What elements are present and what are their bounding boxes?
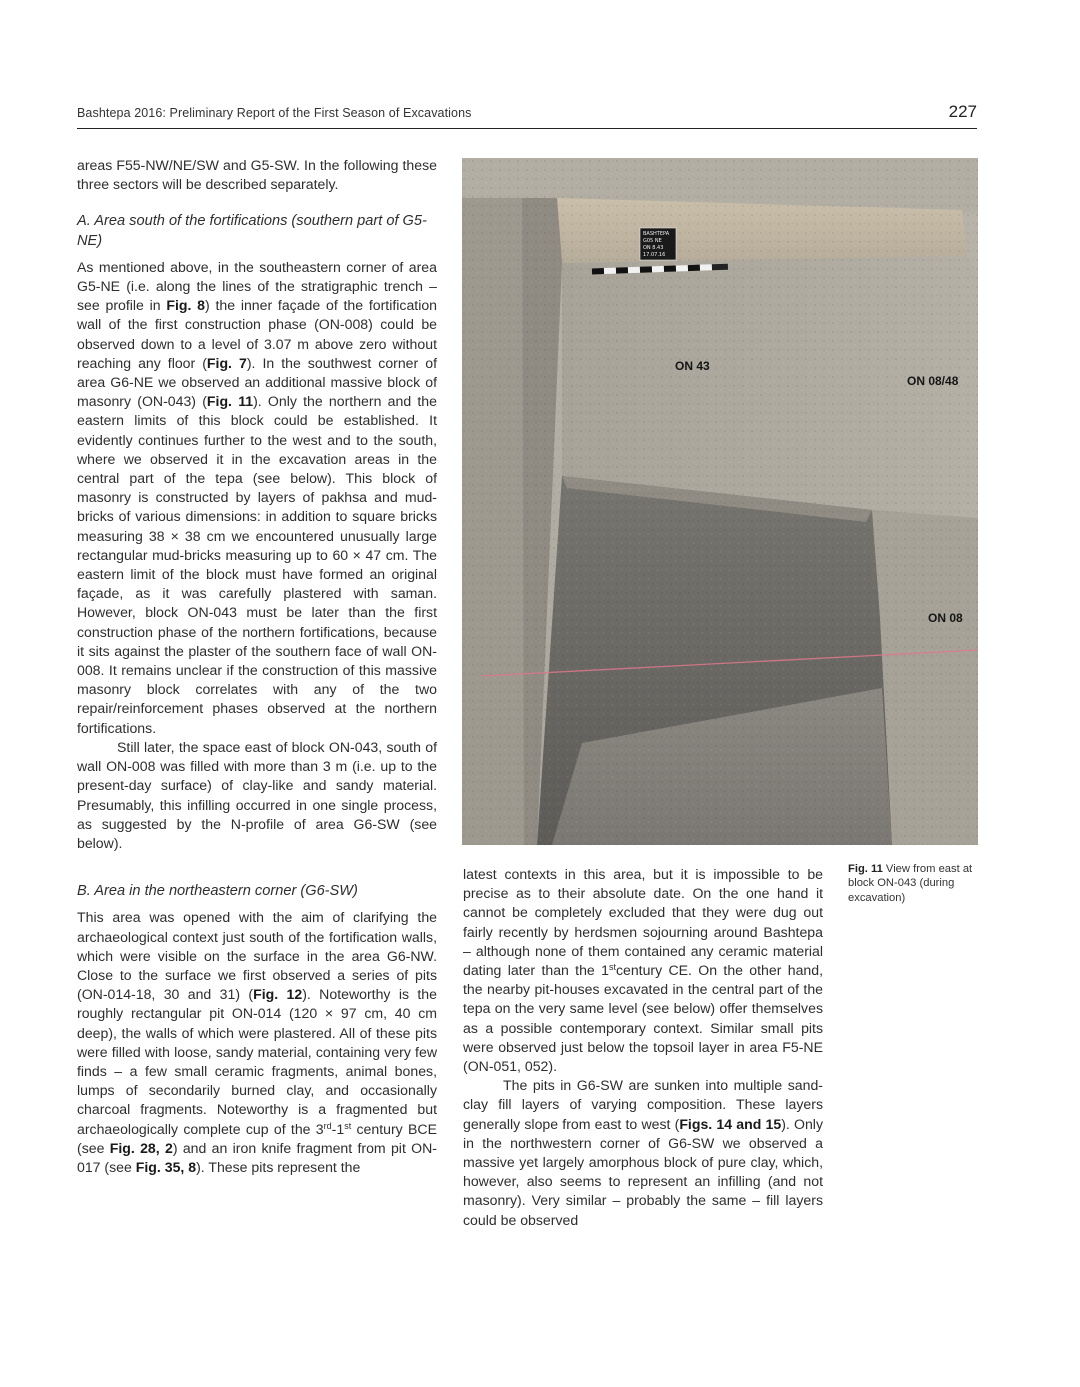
left-column	[77, 156, 437, 1177]
figure-reference[interactable]: Fig. 12	[253, 986, 303, 1003]
figure-reference[interactable]: Fig. 7	[206, 354, 247, 371]
figure-reference[interactable]: Fig. 35, 8	[135, 1158, 197, 1175]
excavation-photo-drawing	[462, 158, 978, 845]
photo-board	[640, 228, 676, 260]
intro-paragraph: areas F55-NW/NE/SW and G5-SW. In the following these three sectors will be described separately.	[77, 157, 437, 193]
section-heading-a: A. Area south of the fortifications (southern part of G5-NE)	[77, 213, 427, 249]
excavation-photo	[462, 158, 978, 845]
figure-caption	[848, 862, 980, 905]
board-line: BASHTEPA	[643, 231, 670, 237]
figure-reference[interactable]: Fig. 28, 2	[109, 1139, 173, 1156]
label-on0848: ON 08/48	[907, 374, 959, 388]
paragraph-a2: Still later, the space east of block ON-043, south of wall ON-008 was filled with more than 3 m (i.e. up to the present-day surface) of clay-like and sandy material. Presumably, this infilling occurred in one single process, as suggested by the N-profile of area G6-SW (see below).	[77, 738, 437, 851]
soil-texture	[462, 158, 978, 845]
figure-reference[interactable]: Figs. 14 and 15	[679, 1115, 782, 1132]
board-line: 17.07.16	[643, 252, 666, 258]
section-heading-b: B. Area in the northeastern corner (G6-SW)	[77, 883, 358, 900]
board-line: ON 8.43	[643, 245, 664, 251]
paragraph-r2: The pits in G6-SW are sunken into multiple sand-clay fill layers of varying composition. These layers generally slope from east to west (Figs. 14 and 15). Only in the northwestern corner of G6-SW we observed a massive yet largely amorphous block of pure clay, which, however, also seems to represent an infilling (and not masonry). Very similar – probably the same – fill layers could be observed	[463, 1077, 823, 1228]
running-title: Bashtepa 2016: Preliminary Report of the First Season of Excavations	[77, 106, 472, 120]
running-header	[77, 102, 977, 129]
figure-reference[interactable]: Fig. 8	[166, 297, 206, 314]
caption-text: View from east at block ON-043 (during excavation)	[848, 863, 973, 904]
paragraph-a1: As mentioned above, in the southeastern corner of area G5-NE (i.e. along the lines of the stratigraphic trench – see profile in Fig. 8) the inner façade of the fortification wall of the first construction phase (ON-008) could be observed down to a level of 3.07 m above zero without reaching any floor (Fig. 7). In the southwest corner of area G6-NE we observed an additional massive block of masonry (ON-043) (Fig. 11). Only the northern and the eastern limits of this block could be established. It evidently continues further to the west and to the south, where we observed it in the excavation areas in the central part of the tepa (see below). This block of masonry is constructed by layers of pakhsa and mud-bricks of various dimensions: in addition to square bricks measuring 38 × 38 cm we encountered unusually large rectangular mud-bricks measuring up to 60 × 47 cm. The eastern limit of the block must have formed an original façade, as it was carefully plastered with saman. However, block ON-043 must be later than the first construction phase of the northern fortifications, because it sits against the plaster of the southern face of wall ON-008. It remains unclear if the construction of this massive masonry block correlates with any of the two repair/reinforcement phases observed at the northern fortifications.	[77, 258, 437, 736]
page-number: 227	[948, 102, 977, 121]
label-on08: ON 08	[928, 611, 963, 625]
board-line: G05 NE	[643, 238, 662, 244]
paragraph-b1: This area was opened with the aim of clarifying the archaeological context just south of the fortification walls, which were visible on the surface in the area G6-NW. Close to the surface we first observed a series of pits (ON-014-18, 30 and 31) (Fig. 12). Noteworthy is the roughly rectangular pit ON-014 (120 × 97 cm, 40 cm deep), the walls of which were plastered. All of these pits were filled with loose, sandy material, containing very few finds – a few small ceramic fragments, animal bones, lumps of secondarily burned clay, and occasionally charcoal fragments. Noteworthy is a fragmented but archaeologically complete cup of the 3rd-1st century BCE (see Fig. 28, 2) and an iron knife fragment from pit ON-017 (see Fig. 35, 8). These pits represent the	[77, 909, 437, 1175]
label-on43: ON 43	[675, 359, 710, 373]
paragraph-r1: latest contexts in this area, but it is impossible to be precise as to their absolute date. On the one hand it cannot be completely excluded that they were dug out fairly recently by herdsmen sojourning around Bashtepa – although none of them contained any ceramic material dating later than the 1stcentury CE. On the other hand, the nearby pit-houses excavated in the central part of the tepa on the very same level (see below) offer themselves as a possible contemporary context. Similar small pits were observed just below the topsoil layer in area F5-NE (ON-051, 052).	[463, 866, 824, 1075]
caption-label: Fig. 11	[848, 863, 883, 875]
right-column	[463, 865, 823, 1230]
figure-reference[interactable]: Fig. 11	[206, 393, 254, 410]
